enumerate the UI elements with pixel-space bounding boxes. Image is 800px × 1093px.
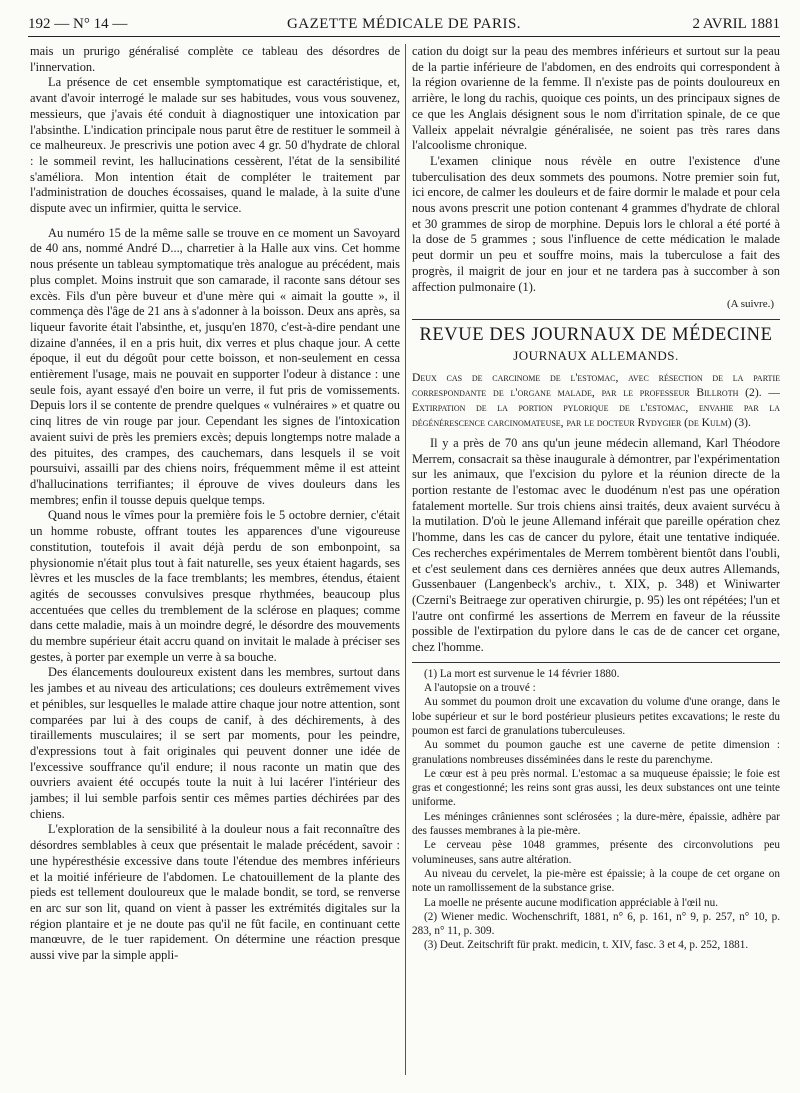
footnote: La moelle ne présente aucune modification appréciable à l'œil nu. bbox=[424, 896, 719, 909]
footnote: A l'autopsie on a trouvé : bbox=[424, 682, 536, 695]
article-body: Il y a près de 70 ans qu'un jeune médecin allemand, Karl Théodore Merrem, consacrait sa thèse inaugurale à démontrer, par l'expérimentation sur les animaux, que l'excision du pylore et la réunion directe de la portion restante de l'estomac avec le duodénum n'est pas une opération fatalement mortelle. Sur trois chiens ainsi traités, deux avaient survécu à la mutilation. D'où le jeune Allemand inférait que pareille opération chez l'homme, dans les cas de cancer du pylore, était une tentative indiquée. Ces recherches expérimentales de Merrem tombèrent bientôt dans l'oubli, et c'est seulement dans ces dernières années que deux autres Allemands, Gussenbauer (Langenbeck's archiv., t. XIX, p. 348) et Winiwarter (Czerni's Beitraege zur operativen chirurgie, p. 95) les ont répétées; l'un et l'autre ont confirmé les assertions de Merrem en faveur de la réussite possible de l'extirpation du pylore dans le cas de de cancer cet organe, chez l'homme. bbox=[412, 435, 780, 655]
footnotes bbox=[412, 667, 780, 953]
paragraph: Quand nous le vîmes pour la première fois le 5 octobre dernier, c'était un homme robuste, offrant toutes les apparences d'une vigoureuse constitution, toutefois il avait déjà perdu de son embonpoint, sa physionomie n'était plus tout à fait naturelle, ses yeux étaient hagards, ses lèvres et les muscles de la face tremblants; les membres, étendus, étaient agités de secousses convulsives presque rhythmées, beaucoup plus accentuées que celles du tremblement de la sclérose en plaques; comme dans cette maladie, mais à un moindre degré, le désordre des mouvements du membre supérieur était accru quand on invitait le malade à préciser ses gestes, à porter par exemple un verre à sa bouche. bbox=[30, 508, 400, 664]
footnote: Le cœur est à peu près normal. L'estomac a sa muqueuse épaissie; le foie est gras et congestionné; les reins sont gras aussi, les deux substances ont une teinte uniforme. bbox=[412, 767, 780, 809]
left-column bbox=[30, 44, 400, 1075]
issue-date: 2 AVRIL 1881 bbox=[692, 16, 780, 32]
paragraph-gap bbox=[30, 217, 400, 226]
footnote: (1) La mort est survenue le 14 février 1880. bbox=[424, 667, 620, 680]
footnote: Au niveau du cervelet, la pie-mère est épaissie; à la coupe de cet organe on note un ramollissement de la substance grise. bbox=[412, 867, 780, 895]
paragraph: cation du doigt sur la peau des membres inférieurs et surtout sur la peau de la partie inférieure de l'abdomen, en des endroits qui correspondent à la région ovarienne de la femme. Il n'existe pas de points douloureux en arrière, le long du rachis, quoique ces points, un des principaux signes de ce que les Anglais désignent sous le nom d'irritation spinale, de ce que Valleix appelait névralgie généralisée, ne soient pas très rares dans l'alcoolisme chronique. bbox=[412, 44, 780, 153]
article-heading: Deux cas de carcinome de l'estomac, avec résection de la partie correspondante de l'organe malade, par le professeur Billroth (2). — Extirpation de la portion pylorique de l'estomac, envahie par la dégénérescence carcinomateuse, par le docteur Rydygier (de Kulm) (3). bbox=[412, 370, 780, 429]
paragraph: mais un prurigo généralisé complète ce tableau des désordres de l'innervation. bbox=[30, 44, 400, 74]
right-column bbox=[412, 44, 780, 1075]
paragraph: Au numéro 15 de la même salle se trouve en ce moment un Savoyard de 40 ans, nommé André D..., charretier à la Halle aux vins. Cet homme nous présente un tableau symptomatique très analogue au précédent, mais plus complet. Moins instruit que son camarade, il raconte sans détour ses excès. Fils d'un père buveur et d'une mère qui « aimait la goutte », il commença dès l'âge de 21 ans à s'adonner à la boisson. Deux ans après, sa liqueur favorite était l'absinthe, et, jusqu'en 1870, c'est-à-dire pendant une dizaine d'années, il en a pris huit, dix verres et plus chaque jour. A cette époque, il eut du dégoût pour cette boisson, et non-seulement en cessa entièrement l'usage, mais ne pouvait en supporter l'odeur à distance : une seule fois, ayant essayé d'en boire un verre, il fut pris de vomissements. Depuis lors il se contente de prendre quelques « vulnéraires » et quatre ou cinq litres de vin rouge par jour. Cependant les signes de l'intoxication avaient suivi de près les premiers excès; depuis longtemps notre malade a des pituites, des crampes, des cauchemars, dans lesquels il se voit poursuivi, assailli par des chiens noirs, fréquemment même il est atteint d'hallucinations terrifiantes; il éprouve de vives douleurs dans les membres; enfin il tousse depuis quelque temps. bbox=[30, 225, 400, 507]
footnote: Les méninges crâniennes sont sclérosées ; la dure-mère, épaissie, adhère par des fausses membranes à la pie-mère. bbox=[412, 810, 780, 838]
page-number: 192 — N° 14 — bbox=[28, 16, 128, 32]
paragraph: Des élancements douloureux existent dans les membres, surtout dans les jambes et au niveau des articulations; ces douleurs extrêmement vives et pénibles, sur lesquelles le malade attire chaque jour notre attention, sont comparées par lui à des coups de canif, à des déchirements, à des tiraillements musculaires; il se sert par moments, pour les peindre, d'expressions tout à fait originales qui peuvent donner une idée de l'excessive souffrance qu'il endure; il nous raconte un matin que des ouvriers avaient été occupés toute la nuit à lui lacérer l'intérieur des jambes; il lui semble parfois sentir ces mêmes parties déchirées par des chiens. bbox=[30, 665, 400, 821]
section-rule bbox=[412, 319, 780, 320]
paragraph: L'examen clinique nous révèle en outre l'existence d'une tuberculisation des deux sommets des poumons. Notre premier soin fut, ici encore, de calmer les douleurs et de faire dormir le malade et pour cela nous avons prescrit une potion contenant 4 grammes d'hydrate de chloral et 30 grammes de sirop de morphine. Depuis lors le chloral a été porté à la dose de 5 grammes ; sous l'influence de cette médication le malade peut dormir un peu et souffre moins, mais la tuberculose a fait des progrès, il maigrit de jour en jour et ne tardera pas à succomber à son affection pulmonaire (1). bbox=[412, 153, 780, 294]
paragraph: La présence de cet ensemble symptomatique est caractéristique, et, avant d'avoir interrogé le malade sur ses habitudes, vous vous souvenez, messieurs, que j'avais été conduit à diagnostiquer une intoxication par l'absinthe. L'indication principale nous parut être de restituer le sommeil à ce malheureux. Je prescrivis une potion avec 4 gr. 50 d'hydrate de chloral : le sommeil revint, les hallucinations cessèrent, l'état de la sensibilité s'améliora. Mon intention était de compléter le traitement par l'administration de douches écossaises, quand le malade, à la suite d'une dispute avec un infirmier, quitta le service. bbox=[30, 75, 400, 216]
paragraph: L'exploration de la sensibilité à la douleur nous a fait reconnaître des désordres semblables à ceux que présentait le malade précédent, savoir : une hypéresthésie excessive dans toute l'étendue des membres inférieurs et la moitié inférieure de l'abdomen. Le chatouillement de la plante des pieds est tellement douloureux que le malade bondit, se tord, se renverse en arc sur son lit, quand on vient à passer les extrémités digitales sur la région plantaire et je ne doute pas qu'il ne fût facile, en continuant cette manœuvre, de le tuer rapidement. On détermine une réaction presque aussi vive par la simple appli- bbox=[30, 822, 400, 963]
footnote-rule bbox=[412, 662, 780, 663]
footnote: Le cerveau pèse 1048 grammes, présente des circonvolutions peu volumineuses, sans autre altération. bbox=[412, 839, 780, 866]
footnote: (3) Deut. Zeitschrift für prakt. medicin, t. XIV, fasc. 3 et 4, p. 252, 1881. bbox=[424, 939, 749, 952]
footnote: Au sommet du poumon gauche est une caverne de petite dimension : granulations nombreuses disséminées dans le reste du parenchyme. bbox=[412, 739, 780, 766]
to-be-continued: (A suivre.) bbox=[726, 298, 774, 311]
journal-title: GAZETTE MÉDICALE DE PARIS. bbox=[286, 16, 522, 32]
page-header bbox=[28, 14, 780, 37]
section-title: REVUE DES JOURNAUX DE MÉDECINE bbox=[419, 324, 773, 345]
footnote: Au sommet du poumon droit une excavation du volume d'une orange, dans le lobe supérieur et sur le bord postérieur plusieurs petites excavations; le reste du poumon est farci de granulations tuberculeuses. bbox=[412, 696, 780, 737]
footnote: (2) Wiener medic. Wochenschrift, 1881, n° 6, p. 161, n° 9, p. 257, n° 10, p. 283, n° 11, p. 309. bbox=[412, 910, 780, 938]
column-divider bbox=[405, 44, 406, 1075]
section-subtitle: JOURNAUX ALLEMANDS. bbox=[513, 347, 679, 363]
